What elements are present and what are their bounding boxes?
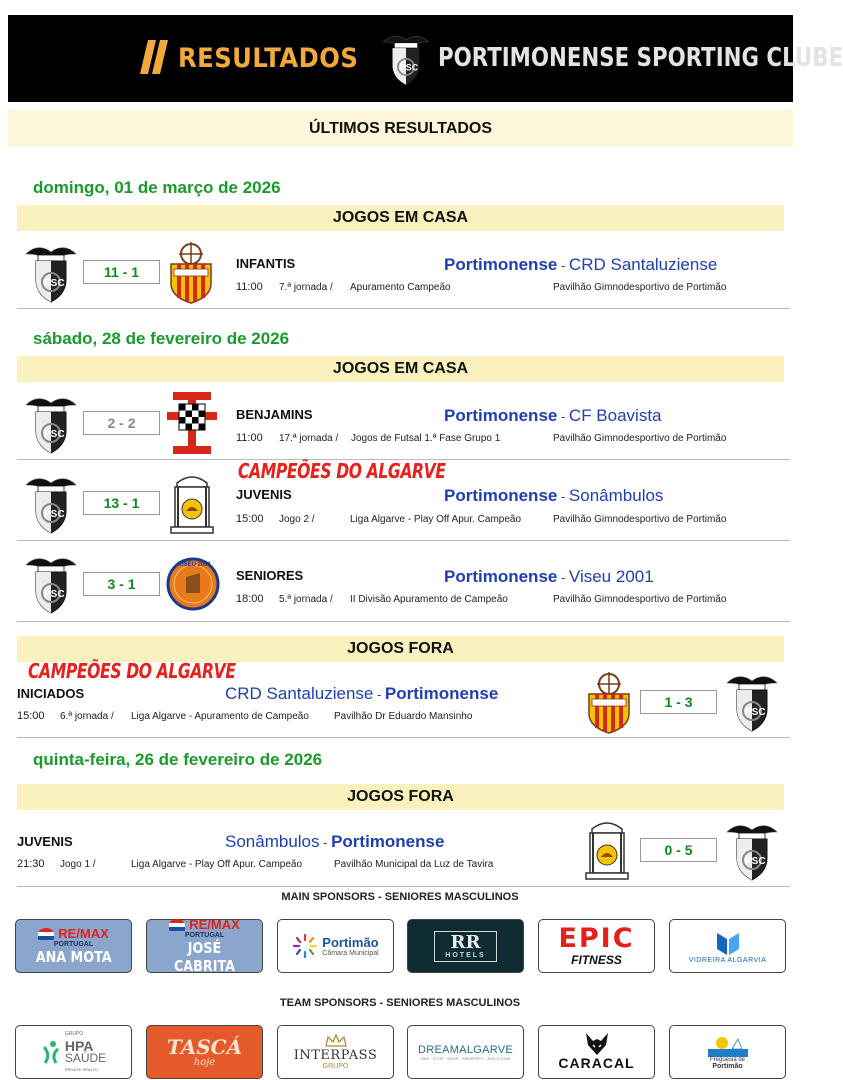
match-round: 17.ª jornada / bbox=[279, 433, 339, 444]
match-competition: Liga Algarve - Apuramento de Campeão bbox=[131, 711, 309, 722]
match-teams: Portimonense - Viseu 2001 bbox=[444, 567, 654, 586]
away-team: Sonâmbulos bbox=[568, 486, 664, 505]
divider bbox=[17, 621, 790, 622]
away-team: CF Boavista bbox=[568, 406, 662, 425]
home-team: Portimonense bbox=[444, 567, 558, 586]
home-team: CRD Santaluziense bbox=[225, 684, 374, 703]
match-teams: Portimonense - CF Boavista bbox=[444, 406, 662, 425]
match-competition: Jogos de Futsal 1.ª Fase Grupo 1 bbox=[351, 433, 501, 444]
sonambulos-crest-icon bbox=[582, 819, 632, 881]
match-teams: Portimonense - CRD Santaluziense bbox=[444, 255, 718, 274]
match-teams: CRD Santaluziense - Portimonense bbox=[225, 684, 499, 703]
match-time: 11:00 bbox=[236, 281, 263, 293]
boavista-crest-icon bbox=[167, 392, 217, 454]
match-category: JUVENIS bbox=[236, 487, 292, 502]
header-title: RESULTADOS bbox=[178, 43, 359, 74]
section-header: JOGOS EM CASA bbox=[17, 356, 784, 382]
match-score: 1 - 3 bbox=[640, 690, 717, 714]
match-category: INFANTIS bbox=[236, 256, 296, 271]
match-round: 5.ª jornada / bbox=[279, 594, 333, 605]
match-round: Jogo 2 / bbox=[279, 514, 315, 525]
sponsor-freguesia-portimao[interactable] bbox=[669, 1025, 786, 1079]
divider bbox=[17, 886, 790, 887]
champion-badge: CAMPEÕES DO ALGARVE bbox=[238, 459, 446, 483]
sponsor-remax-ana-mota[interactable] bbox=[15, 919, 132, 973]
sponsor-brand: RE/MAX bbox=[58, 926, 109, 941]
section-header: JOGOS FORA bbox=[17, 784, 784, 810]
sponsor-brand: VIDREIRA ALGARVIA bbox=[688, 956, 767, 964]
away-team: Viseu 2001 bbox=[568, 567, 654, 586]
away-team: CRD Santaluziense bbox=[568, 255, 718, 274]
sponsor-tasca[interactable] bbox=[146, 1025, 263, 1079]
match-round: 7.ª jornada / bbox=[279, 282, 333, 293]
santaluziense-crest-icon bbox=[166, 242, 216, 304]
sponsor-name: ANA MOTA bbox=[35, 948, 112, 966]
sponsor-rr-hotels[interactable] bbox=[407, 919, 524, 973]
sponsor-brand: TASCÁ bbox=[166, 1034, 243, 1059]
main-sponsors-title: MAIN SPONSORS - SENIORES MASCULINOS bbox=[281, 891, 519, 903]
sponsor-sub: HOTELS bbox=[445, 951, 486, 959]
home-team: Portimonense bbox=[444, 486, 558, 505]
match-category: BENJAMINS bbox=[236, 407, 313, 422]
sonambulos-crest-icon bbox=[167, 473, 217, 535]
sponsor-brand: EPIC bbox=[558, 923, 635, 954]
sponsor-sub: SAÚDE bbox=[64, 1051, 107, 1065]
sponsor-brand: Freguesia de bbox=[709, 1056, 746, 1063]
portimonense-crest-icon bbox=[723, 669, 781, 733]
sponsor-sub: GRUPO bbox=[322, 1063, 349, 1070]
sponsor-brand: CARACAL bbox=[558, 1055, 635, 1071]
match-competition: Liga Algarve - Play Off Apur. Campeão bbox=[350, 514, 522, 525]
vidreira-logo-icon bbox=[713, 929, 743, 957]
santaluziense-crest-icon bbox=[584, 672, 634, 734]
crown-icon bbox=[324, 1034, 348, 1048]
sponsor-sub: ONE · STOP · SHOP · PROPERTY · SOLUTIONS bbox=[420, 1055, 511, 1061]
match-category: INICIADOS bbox=[17, 686, 85, 701]
sponsor-tag: PRIVATE HEALTH bbox=[64, 1067, 98, 1072]
sponsor-caracal[interactable] bbox=[538, 1025, 655, 1079]
match-venue: Pavilhão Gimnodesportivo de Portimão bbox=[553, 282, 727, 293]
sponsor-remax-jose-cabrita[interactable] bbox=[146, 919, 263, 973]
sponsor-epic-fitness[interactable] bbox=[538, 919, 655, 973]
sponsor-pre: GRUPO bbox=[64, 1031, 84, 1037]
match-competition: Liga Algarve - Play Off Apur. Campeão bbox=[131, 859, 303, 870]
sponsor-hpa-saude[interactable] bbox=[15, 1025, 132, 1079]
away-team: Portimonense bbox=[331, 832, 445, 851]
match-time: 15:00 bbox=[236, 513, 264, 525]
day-date: sábado, 28 de fevereiro de 2026 bbox=[33, 329, 290, 348]
sponsor-brand: Portimão bbox=[322, 935, 379, 950]
sponsor-dream-algarve[interactable] bbox=[407, 1025, 524, 1079]
balloon-icon bbox=[38, 928, 54, 940]
portimonense-crest-icon bbox=[22, 240, 80, 304]
hpa-logo-icon bbox=[41, 1039, 61, 1065]
header-club-name: PORTIMONENSE SPORTING CLUBE bbox=[438, 43, 843, 73]
day-date: domingo, 01 de março de 2026 bbox=[33, 178, 281, 197]
slashes-icon bbox=[140, 40, 174, 74]
match-time: 15:00 bbox=[17, 710, 45, 722]
sponsor-name: JOSÉ CABRITA bbox=[173, 939, 236, 975]
caracal-head-icon bbox=[584, 1033, 610, 1055]
match-score: 2 - 2 bbox=[83, 411, 160, 435]
day-date: quinta-feira, 26 de fevereiro de 2026 bbox=[33, 750, 323, 769]
section-header: JOGOS EM CASA bbox=[17, 205, 784, 231]
home-team: Portimonense bbox=[444, 406, 558, 425]
portimonense-crest-icon bbox=[22, 471, 80, 535]
sponsor-sub: PORTUGAL bbox=[184, 932, 225, 939]
match-venue: Pavilhão Gimnodesportivo de Portimão bbox=[553, 594, 727, 605]
home-team: Sonâmbulos bbox=[225, 832, 320, 851]
sponsor-brand: RR bbox=[450, 931, 481, 953]
sunburst-icon bbox=[292, 933, 318, 959]
match-category: JUVENIS bbox=[17, 834, 73, 849]
match-score: 13 - 1 bbox=[83, 491, 160, 515]
sponsor-brand: RE/MAX bbox=[189, 917, 240, 932]
sponsor-interpass[interactable] bbox=[277, 1025, 394, 1079]
match-teams: Sonâmbulos - Portimonense bbox=[225, 832, 445, 851]
match-time: 21:30 bbox=[17, 858, 45, 870]
match-teams: Portimonense - Sonâmbulos bbox=[444, 486, 664, 505]
sponsor-sub: Portimão bbox=[712, 1062, 743, 1070]
match-round: Jogo 1 / bbox=[60, 859, 96, 870]
match-venue: Pavilhão Dr Eduardo Mansinho bbox=[334, 711, 473, 722]
freguesia-logo-icon bbox=[708, 1035, 748, 1057]
sponsor-camara-portimao[interactable] bbox=[277, 919, 394, 973]
section-header: JOGOS FORA bbox=[17, 636, 784, 662]
sponsor-vidreira-algarvia[interactable] bbox=[669, 919, 786, 973]
match-time: 18:00 bbox=[236, 593, 264, 605]
away-team: Portimonense bbox=[384, 684, 499, 703]
club-crest-icon bbox=[380, 28, 432, 88]
page-banner: ÚLTIMOS RESULTADOS bbox=[8, 110, 793, 147]
viseu-crest-icon bbox=[166, 557, 220, 611]
svg-text:VISEU 2001: VISEU 2001 bbox=[178, 562, 212, 568]
match-time: 11:00 bbox=[236, 432, 263, 444]
match-score: 11 - 1 bbox=[83, 260, 160, 284]
sponsor-sub: PORTUGAL bbox=[53, 941, 94, 948]
match-competition: Apuramento Campeão bbox=[350, 282, 451, 293]
sponsor-sub: Câmara Municipal bbox=[322, 950, 379, 957]
sponsor-sub: FITNESS bbox=[571, 953, 622, 967]
sponsor-brand: HPA bbox=[64, 1038, 94, 1054]
divider bbox=[17, 308, 790, 309]
match-venue: Pavilhão Municipal da Luz de Tavira bbox=[334, 859, 494, 870]
divider bbox=[17, 540, 790, 541]
divider bbox=[17, 737, 790, 738]
match-score: 3 - 1 bbox=[83, 572, 160, 596]
sponsor-brand: INTERPASS bbox=[293, 1048, 378, 1063]
match-score: 0 - 5 bbox=[640, 838, 717, 862]
team-sponsors-title: TEAM SPONSORS - SENIORES MASCULINOS bbox=[279, 997, 521, 1009]
match-venue: Pavilhão Gimnodesportivo de Portimão bbox=[553, 514, 727, 525]
sponsor-brand: DREAMALGARVE bbox=[417, 1043, 514, 1056]
match-venue: Pavilhão Gimnodesportivo de Portimão bbox=[553, 433, 727, 444]
portimonense-crest-icon bbox=[723, 818, 781, 882]
match-competition: II Divisão Apuramento de Campeão bbox=[350, 594, 508, 605]
home-team: Portimonense bbox=[444, 255, 558, 274]
portimonense-crest-icon bbox=[22, 551, 80, 615]
balloon-icon bbox=[169, 919, 185, 931]
match-round: 6.ª jornada / bbox=[60, 711, 114, 722]
portimonense-crest-icon bbox=[22, 391, 80, 455]
sponsor-sub: hoje bbox=[193, 1056, 216, 1068]
match-category: SENIORES bbox=[236, 568, 304, 583]
champion-badge: CAMPEÕES DO ALGARVE bbox=[28, 659, 236, 683]
